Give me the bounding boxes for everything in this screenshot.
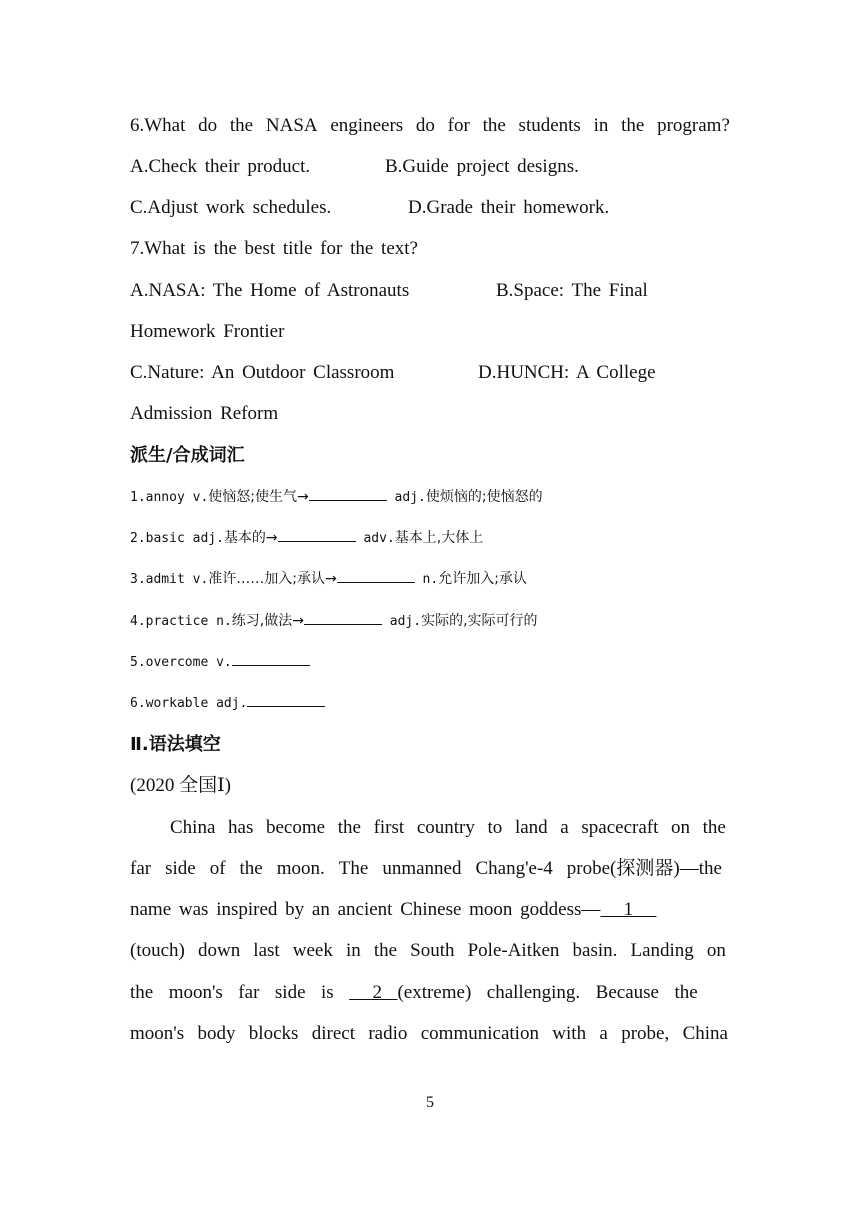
- word: on: [706, 940, 726, 961]
- q7-option-a: A.NASA: The Home of Astronauts: [130, 280, 410, 301]
- word: the: [239, 858, 263, 879]
- passage-text: the moon's far side is: [130, 982, 350, 1003]
- q7-option-d: D.HUNCH: A College: [478, 362, 656, 383]
- grammar-source: (2020 全国Ⅰ): [130, 775, 231, 796]
- passage-line: [130, 1021, 728, 1047]
- grammar-heading: Ⅱ.语法填空: [130, 734, 221, 755]
- word: the: [702, 817, 726, 838]
- vocab-pos: adj.: [386, 490, 426, 505]
- vocab-meaning: 基本上,大体上: [394, 530, 484, 546]
- word: on: [671, 817, 691, 838]
- word: unmanned: [382, 858, 462, 879]
- vocab-word: 2.basic adj.: [130, 531, 224, 546]
- q6-option-c: C.Adjust work schedules.: [130, 197, 332, 218]
- passage-line: [130, 897, 656, 923]
- word: NASA: [265, 115, 318, 136]
- word: last: [253, 940, 280, 961]
- vocab-meaning: 允许加入;承认: [438, 571, 527, 587]
- word: of: [209, 858, 226, 879]
- word: a: [599, 1023, 608, 1044]
- vocab-word: 6.workable adj.: [130, 696, 248, 711]
- word: moon's: [130, 1023, 185, 1044]
- passage-line: [130, 938, 726, 964]
- word: direct: [311, 1023, 356, 1044]
- passage-text: name was inspired by an ancient Chinese moon goddess—: [130, 899, 601, 920]
- word: South: [410, 940, 455, 961]
- word: the: [621, 115, 645, 136]
- word: week: [292, 940, 333, 961]
- word: become: [266, 817, 326, 838]
- word: with: [552, 1023, 587, 1044]
- word: spacecraft: [581, 817, 659, 838]
- q7-option-d-continued: Admission Reform: [130, 403, 279, 424]
- word: engineers: [330, 115, 404, 136]
- vocab-meaning: 使烦恼的;使恼怒的: [425, 489, 543, 505]
- word: Pole-Aitken: [467, 940, 560, 961]
- word: down: [197, 940, 241, 961]
- word: 6.What: [130, 115, 186, 136]
- word: students: [518, 115, 581, 136]
- word: China: [682, 1023, 728, 1044]
- passage-line: [170, 815, 726, 841]
- word: Chang'e-4: [475, 858, 553, 879]
- word: blocks: [248, 1023, 299, 1044]
- vocab-item: [130, 692, 325, 714]
- q7-option-b-continued: Homework Frontier: [130, 321, 285, 342]
- word: program?: [657, 115, 730, 136]
- word: land: [514, 817, 548, 838]
- vocab-word: 1.annoy v.: [130, 490, 209, 505]
- q7-option-b: B.Space: The Final: [496, 280, 648, 301]
- word: the: [337, 817, 361, 838]
- vocab-word: 5.overcome v.: [130, 655, 232, 670]
- word: moon.: [276, 858, 325, 879]
- vocab-item: [130, 610, 538, 632]
- word: do: [415, 115, 435, 136]
- word: the: [373, 940, 398, 961]
- answer-blank-2[interactable]: 2: [349, 982, 398, 1003]
- word: do: [198, 115, 218, 136]
- word: to: [487, 817, 503, 838]
- passage-text: (extreme) challenging. Because the: [397, 982, 698, 1003]
- word: first: [373, 817, 405, 838]
- vocab-meaning: 实际的,实际可行的: [421, 613, 538, 629]
- answer-blank[interactable]: [278, 527, 356, 542]
- q7-stem: 7.What is the best title for the text?: [130, 238, 418, 259]
- word: side: [165, 858, 196, 879]
- passage-line: [130, 980, 698, 1006]
- word: in: [593, 115, 609, 136]
- vocab-item: [130, 486, 543, 508]
- word: for: [447, 115, 470, 136]
- word: in: [345, 940, 361, 961]
- vocab-word: 4.practice n.: [130, 614, 232, 629]
- q6-option-a: A.Check their product.: [130, 156, 311, 177]
- word: (touch): [130, 940, 185, 961]
- word: probe(探测器)—the: [566, 858, 722, 879]
- q6-stem: [130, 113, 730, 139]
- word: the: [229, 115, 254, 136]
- answer-blank[interactable]: [232, 651, 310, 666]
- vocab-item: [130, 651, 310, 673]
- word: probe,: [621, 1023, 670, 1044]
- vocab-meaning: 准许……加入;承认→: [208, 571, 337, 587]
- vocab-item: [130, 527, 483, 549]
- page-number: 5: [426, 1094, 434, 1111]
- answer-blank[interactable]: [247, 692, 325, 707]
- q7-option-c: C.Nature: An Outdoor Classroom: [130, 362, 395, 383]
- q6-option-d: D.Grade their homework.: [408, 197, 610, 218]
- answer-blank[interactable]: [304, 610, 382, 625]
- word: the: [482, 115, 506, 136]
- word: Landing: [630, 940, 694, 961]
- vocab-meaning: 基本的→: [223, 530, 278, 546]
- vocab-word: 3.admit v.: [130, 572, 209, 587]
- word: China: [170, 817, 216, 838]
- word: far: [130, 858, 152, 879]
- vocab-meaning: 练习,做法→: [231, 613, 304, 629]
- q6-option-b: B.Guide project designs.: [385, 156, 579, 177]
- answer-blank[interactable]: [337, 568, 415, 583]
- word: a: [560, 817, 569, 838]
- word: The: [338, 858, 369, 879]
- vocab-item: [130, 568, 527, 590]
- vocab-pos: n.: [414, 572, 439, 587]
- word: body: [197, 1023, 236, 1044]
- word: basin.: [572, 940, 618, 961]
- word: has: [228, 817, 254, 838]
- vocab-pos: adj.: [381, 614, 422, 629]
- vocab-heading: 派生/合成词汇: [130, 445, 245, 466]
- answer-blank-1[interactable]: 1: [600, 899, 657, 920]
- vocab-pos: adv.: [355, 531, 395, 546]
- word: country: [416, 817, 475, 838]
- passage-line: [130, 856, 722, 882]
- word: radio: [368, 1023, 408, 1044]
- answer-blank[interactable]: [309, 486, 387, 501]
- vocab-meaning: 使恼怒;使生气→: [208, 489, 309, 505]
- word: communication: [420, 1023, 539, 1044]
